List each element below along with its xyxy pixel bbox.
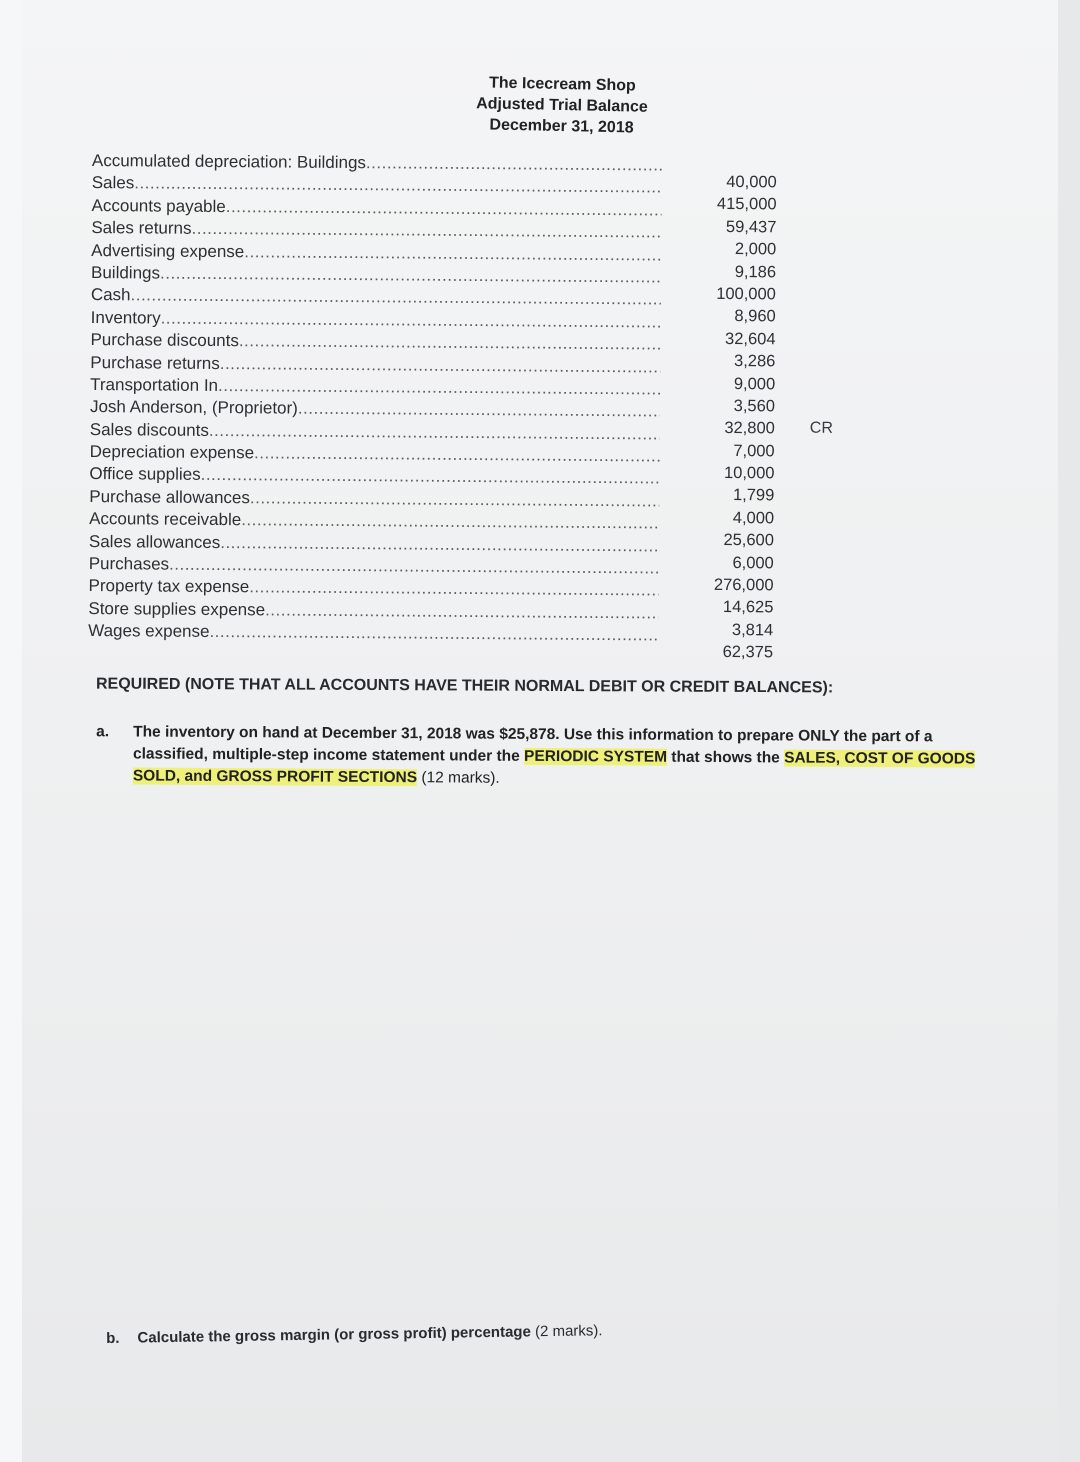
account-name: Property tax expense ..... bbox=[88, 575, 658, 601]
account-amount: 32,800 bbox=[724, 419, 775, 438]
account-name: Accumulated depreciation: Buildings ..... bbox=[92, 150, 662, 176]
question-b bbox=[106, 1318, 866, 1347]
account-name: Purchase discounts ..... bbox=[90, 329, 660, 355]
account-amount: 32,604 bbox=[724, 329, 776, 349]
account-name: Josh Anderson, (Proprietor) ..... bbox=[90, 396, 660, 422]
highlight-periodic-system: PERIODIC SYSTEM bbox=[523, 747, 668, 766]
question-a-text bbox=[133, 721, 996, 792]
account-amount: 1,799 bbox=[732, 486, 775, 505]
question-a-marks: (12 marks). bbox=[417, 769, 500, 787]
account-amount: 276,000 bbox=[713, 575, 774, 595]
account-name: Store supplies expense ..... bbox=[88, 598, 658, 624]
account-amount: 3,560 bbox=[733, 396, 776, 416]
account-name: Transportation In ..... bbox=[90, 374, 660, 400]
account-name: Accounts payable ..... bbox=[91, 195, 661, 221]
account-amount: 4,000 bbox=[732, 508, 775, 528]
trial-balance-list bbox=[88, 150, 852, 662]
account-name: Wages expense ..... bbox=[88, 620, 658, 646]
account-amount: 6,000 bbox=[732, 553, 774, 573]
report-date: December 31, 2018 bbox=[489, 116, 634, 137]
account-amount: 415,000 bbox=[716, 195, 777, 214]
account-name: Sales allowances ..... bbox=[89, 531, 659, 557]
question-b-text: Calculate the gross margin (or gross profit) percentage bbox=[137, 1323, 531, 1347]
account-name: Advertising expense ..... bbox=[91, 240, 661, 266]
account-name: Sales returns ..... bbox=[91, 217, 661, 243]
account-amount: 25,600 bbox=[723, 531, 775, 550]
account-amount: 7,000 bbox=[733, 441, 775, 461]
question-a-label: a. bbox=[96, 723, 110, 741]
account-amount: 100,000 bbox=[716, 284, 776, 304]
account-name: Purchase returns ..... bbox=[90, 352, 660, 378]
question-b-marks: (2 marks). bbox=[530, 1322, 603, 1341]
account-name: Office supplies ..... bbox=[89, 463, 659, 489]
account-name: Sales ..... bbox=[92, 172, 662, 198]
highlight-sections: SALES, COST OF GOODS SOLD, and GROSS PROFIT SECTIONS bbox=[132, 749, 976, 787]
account-name: Purchase allowances ..... bbox=[89, 486, 659, 512]
account-amount: 9,000 bbox=[733, 374, 776, 393]
account-amount: 14,625 bbox=[722, 598, 774, 617]
account-name: Purchases ..... bbox=[89, 553, 659, 579]
report-title: Adjusted Trial Balance bbox=[476, 95, 648, 116]
account-amount: 62,375 bbox=[722, 643, 774, 662]
account-name: Accounts receivable ..... bbox=[89, 508, 659, 534]
required-heading: REQUIRED (NOTE THAT ALL ACCOUNTS HAVE THEIR NORMAL DEBIT OR CREDIT BALANCES): bbox=[95, 675, 834, 697]
account-amount: 3,286 bbox=[733, 352, 776, 371]
credit-note: CR bbox=[809, 419, 834, 438]
question-a-text-1: The inventory on hand at December 31, 2018 was $25,878. Use this information to prepare ONLY the part of a classified, multiple-step income statement under the bbox=[132, 723, 933, 765]
question-a-text-2: that shows the bbox=[666, 748, 785, 767]
report-header bbox=[441, 71, 682, 139]
question-b-label: b. bbox=[106, 1329, 120, 1347]
account-amount: 9,186 bbox=[734, 262, 777, 281]
account-name: Buildings ..... bbox=[91, 262, 661, 288]
account-amount: 2,000 bbox=[734, 240, 777, 259]
account-amount: 3,814 bbox=[731, 620, 774, 640]
account-amount: 8,960 bbox=[734, 307, 776, 326]
page-right-margin bbox=[1058, 0, 1080, 1462]
account-amount: 40,000 bbox=[726, 172, 777, 192]
account-name: Cash ..... bbox=[91, 284, 661, 310]
company-name: The Icecream Shop bbox=[488, 74, 636, 95]
account-name: Sales discounts ..... bbox=[90, 419, 660, 445]
account-amount: 10,000 bbox=[723, 464, 775, 483]
account-name: Inventory ..... bbox=[91, 307, 661, 333]
account-name: Depreciation expense ..... bbox=[90, 441, 660, 467]
question-a bbox=[96, 721, 996, 792]
trial-balance-row bbox=[88, 620, 848, 662]
account-amount: 59,437 bbox=[725, 217, 777, 237]
document-page bbox=[22, 0, 1058, 1462]
page-left-margin bbox=[0, 0, 22, 1462]
